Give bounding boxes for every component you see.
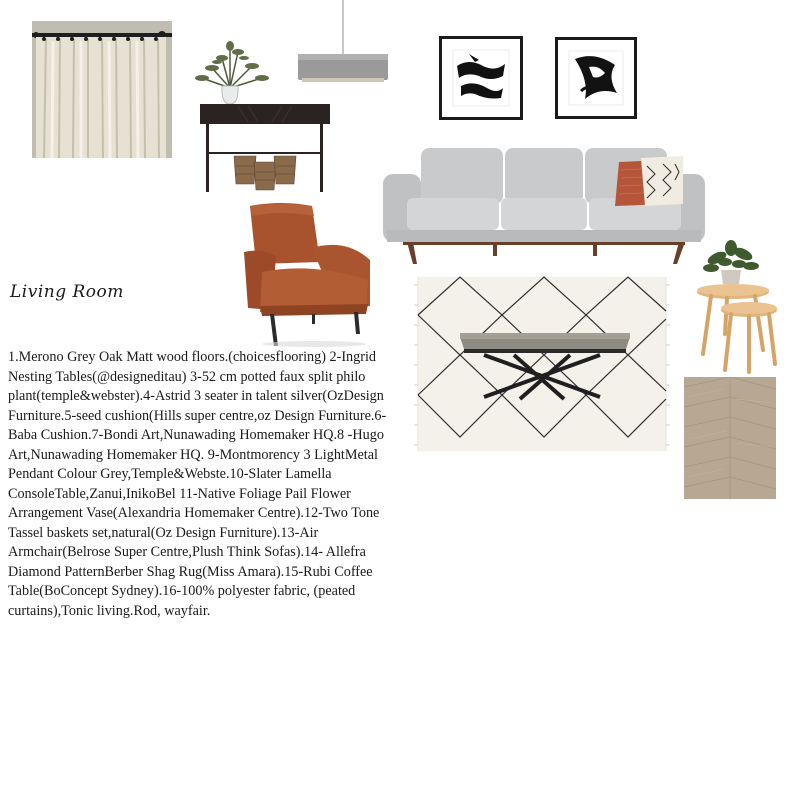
- art-print-hugo: [555, 37, 637, 119]
- nesting-tables-image: [693, 284, 783, 376]
- plant-vase-image: [192, 38, 270, 106]
- sofa-image: [383, 146, 705, 266]
- art-print-bondi: [439, 36, 523, 120]
- board-title: Living Room: [10, 282, 124, 302]
- pendant-light-image: [296, 0, 390, 86]
- product-list-description: 1.Merono Grey Oak Matt wood floors.(choicesflooring) 2-Ingrid Nesting Tables(@designeditau) 3-52 cm potted faux split philo plant(temple&webster).4-Astrid 3 seater in talent silver(OzDesign Furniture.5-seed cushion(Hills super centre,oz Design Furniture.6-Baba Cushion.7-Bondi Art,Nunawading Homemaker HQ.8 -Hugo Art,Nunawading Homemaker HQ. 9-Montmorency 3 LightMetal Pendant Colour Grey,Temple&Webste.10-Slater Lamella ConsoleTable,Zanui,InikoBel 11-Native Foliage Pail Flower Arrangement Vase(Alexandria Homemaker Centre).12-Two Tone Tassel baskets set,natural(Oz Design Furniture).13-Air Armchair(Belrose Super Centre,Plush Think Sofas).14- Allefra Diamond PatternBerber Shag Rug(Miss Amara).15-Rubi Coffee Table(BoConcept Sydney).16-100% polyester fabric, (peated curtains),Tonic living.Rod, wayfair.: [8, 349, 387, 619]
- wood-floor-sample: [684, 377, 776, 499]
- curtain-image: [32, 21, 172, 158]
- console-table-image: [198, 104, 332, 194]
- rug-coffee-table-image: [414, 275, 670, 453]
- potted-plant-image: [703, 240, 759, 286]
- armchair-image: [242, 202, 376, 348]
